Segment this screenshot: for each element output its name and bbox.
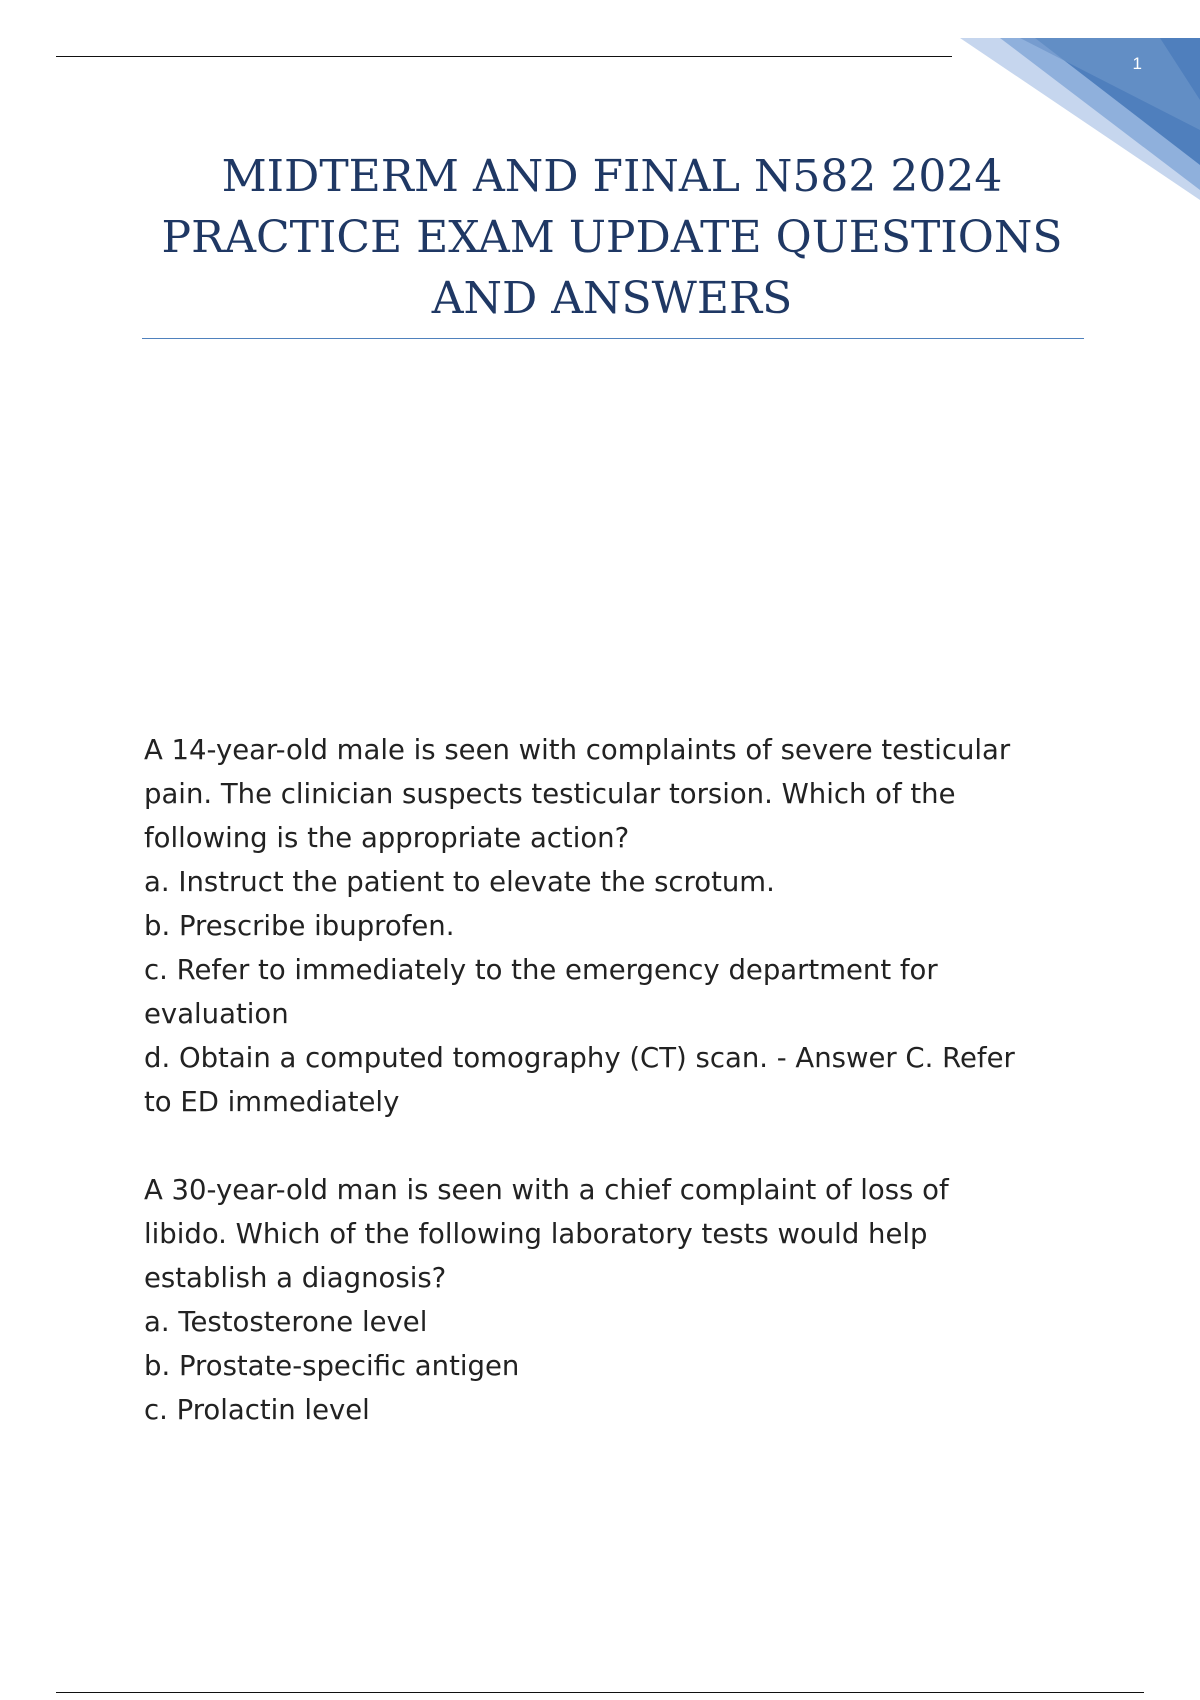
question-stem-line: libido. Which of the following laboratory tests would help bbox=[144, 1218, 928, 1250]
answer-option: b. Prostate-specific antigen bbox=[144, 1350, 520, 1382]
answer-option: evaluation bbox=[144, 998, 289, 1030]
footer-rule bbox=[56, 1692, 1144, 1693]
title-line: AND ANSWERS bbox=[431, 273, 793, 324]
answer-option: c. Prolactin level bbox=[144, 1394, 370, 1426]
answer-option: c. Refer to immediately to the emergency department for bbox=[144, 954, 938, 986]
answer-option: d. Obtain a computed tomography (CT) scan. - Answer C. Refer bbox=[144, 1042, 1015, 1074]
answer-option: a. Testosterone level bbox=[144, 1306, 428, 1338]
question-1 bbox=[144, 728, 1074, 1124]
question-2 bbox=[144, 1168, 1074, 1432]
answer-option: a. Instruct the patient to elevate the scrotum. bbox=[144, 866, 775, 898]
question-list bbox=[144, 728, 1074, 1476]
question-stem-line: following is the appropriate action? bbox=[144, 822, 630, 854]
page-title bbox=[140, 146, 1084, 329]
header-rule bbox=[56, 56, 952, 57]
title-underline bbox=[142, 338, 1084, 339]
question-stem-line: establish a diagnosis? bbox=[144, 1262, 447, 1294]
question-stem-line: A 30-year-old man is seen with a chief complaint of loss of bbox=[144, 1174, 949, 1206]
question-stem-line: pain. The clinician suspects testicular torsion. Which of the bbox=[144, 778, 956, 810]
title-line: PRACTICE EXAM UPDATE QUESTIONS bbox=[161, 212, 1063, 263]
answer-option: to ED immediately bbox=[144, 1086, 400, 1118]
answer-option: b. Prescribe ibuprofen. bbox=[144, 910, 455, 942]
question-stem-line: A 14-year-old male is seen with complaints of severe testicular bbox=[144, 734, 1011, 766]
page-number: 1 bbox=[1132, 54, 1142, 73]
title-line: MIDTERM AND FINAL N582 2024 bbox=[221, 151, 1003, 202]
